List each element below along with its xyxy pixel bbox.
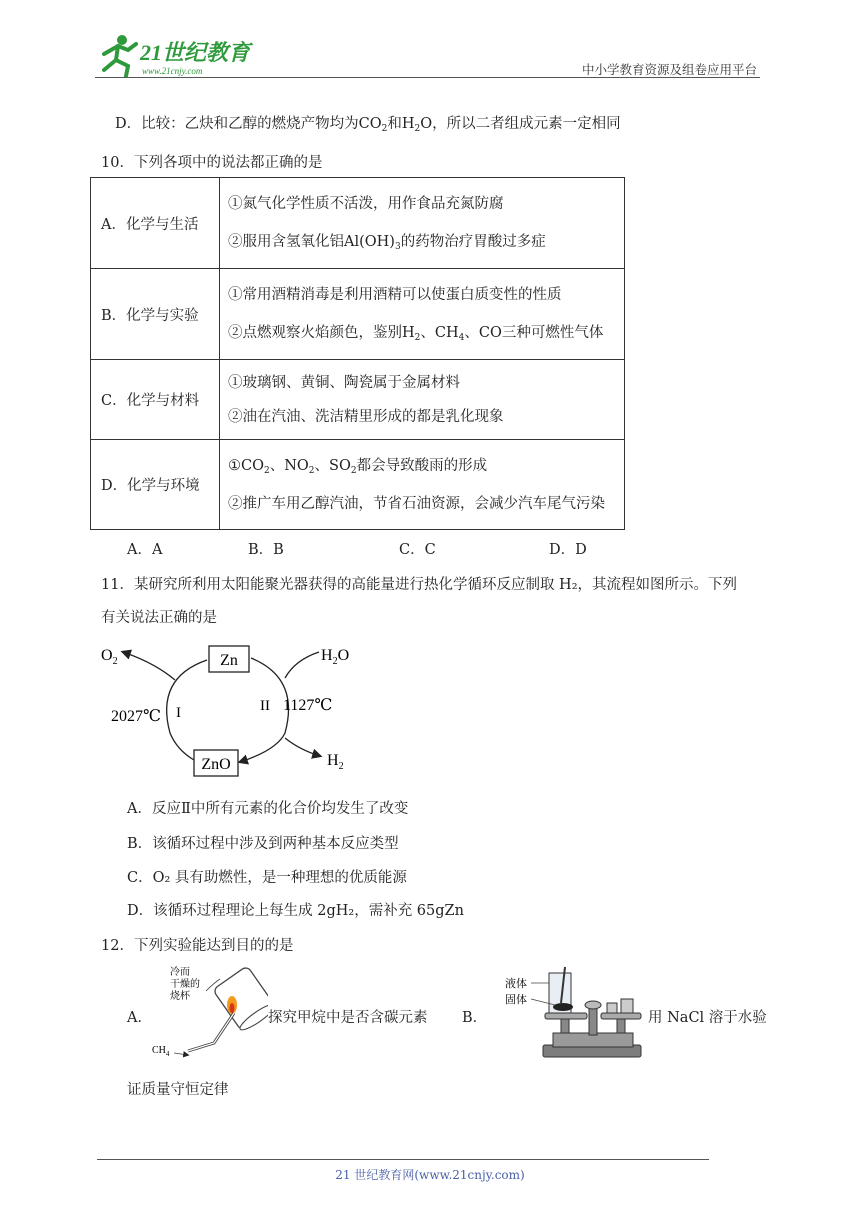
q12-b-balance-figure	[505, 963, 647, 1059]
q10-row-b-category: B．化学与实验	[91, 269, 220, 360]
svg-text:冷而: 冷而	[170, 967, 190, 978]
footer-divider	[97, 1159, 709, 1160]
q11-option-d: D．该循环过程理论上每生成 2gH₂，需补充 65gZn	[127, 903, 464, 919]
q12-option-a-label: A．	[127, 1010, 152, 1026]
q12-option-b-label: B．	[462, 1010, 488, 1026]
q10-row-d-statement-2: ②推广车用乙醇汽油，节省石油资源，会减少汽车尾气污染	[228, 495, 605, 512]
q10-table	[90, 177, 625, 530]
q10-option-d: D．D	[549, 542, 587, 558]
q10-row-b-statement-1: ①常用酒精消毒是利用酒精可以使蛋白质变性的性质	[228, 287, 562, 303]
q10-row-d-category: D．化学与环境	[91, 440, 220, 530]
q11-option-a: A．反应Ⅱ中所有元素的化合价均发生了改变	[127, 801, 409, 817]
o2-label: $O_2$	[101, 647, 118, 667]
temp-left-label: 2027℃	[111, 708, 161, 725]
q10-row-a-category: A．化学与生活	[91, 178, 220, 269]
runner-icon	[104, 35, 136, 76]
q10-stem: 10．下列各项中的说法都正确的是	[101, 155, 323, 171]
q10-row-c-statement-2: ②油在汽油、洗洁精里形成的都是乳化现象	[228, 408, 504, 425]
zno-label: ZnO	[201, 756, 231, 773]
svg-text:液体: 液体	[505, 978, 527, 990]
roman-i-label: I	[176, 705, 181, 721]
q12-a-beaker-figure	[148, 963, 268, 1061]
beaker-icon	[213, 966, 268, 1034]
q10-row-d-statement-1: $①CO_2$、$NO_2$、$SO_2$都会导致酸雨的形成	[228, 457, 488, 476]
svg-text:烧杯: 烧杯	[170, 991, 190, 1002]
q10-row-c-category: C．化学与材料	[91, 360, 220, 440]
table-row	[91, 360, 625, 440]
table-row	[91, 269, 625, 360]
q10-row-a-statement-2: ②服用含氢氧化铝$Al(OH)_3$的药物治疗胃酸过多症	[228, 234, 546, 252]
roman-ii-label: II	[260, 698, 270, 714]
o2-arrow	[123, 652, 175, 680]
h2-arrow	[285, 738, 320, 756]
header-platform-text: 中小学教育资源及组卷应用平台	[581, 62, 757, 77]
table-row	[91, 178, 625, 269]
ch4-label: $CH_4$	[152, 1045, 170, 1058]
q9-option-d: D．比较：乙炔和乙醇的燃烧产物均为$CO_2$和$H_2O$，所以二者组成元素一定相同	[115, 116, 621, 134]
q11-stem-line-1: 11．某研究所利用太阳能聚光器获得的高能量进行热化学循环反应制取 H₂，其流程如图所示。下列	[101, 577, 738, 593]
logo-url: www.21cnjy.com	[142, 66, 203, 76]
logo-text: 21世纪教育	[140, 40, 251, 65]
header-divider	[95, 77, 760, 78]
h2o-label: $H_2O$	[321, 647, 350, 667]
q12-option-a-text: 探究甲烷中是否含碳元素	[268, 1010, 428, 1026]
balance-scale-icon	[543, 967, 641, 1057]
q12-option-b-text-cont: 证质量守恒定律	[127, 1082, 229, 1098]
q12-stem: 12．下列实验能达到目的的是	[101, 938, 294, 954]
svg-text:固体: 固体	[505, 994, 527, 1006]
q10-option-a: A．A	[127, 542, 163, 558]
q10-row-b-statement-2: ②点燃观察火焰颜色，鉴别$H_2$、$CH_4$、CO三种可燃性气体	[228, 325, 604, 343]
q11-stem-line-2: 有关说法正确的是	[101, 610, 217, 626]
q11-option-c: C．O₂ 具有助燃性，是一种理想的优质能源	[127, 870, 407, 886]
left-arc	[167, 660, 207, 760]
flame-icon	[227, 996, 237, 1014]
temp-right-label: 1127℃	[283, 697, 333, 714]
h2o-input-line	[285, 652, 319, 678]
q10-option-b: B．B	[248, 542, 284, 558]
q12-option-b-text: 用 NaCl 溶于水验	[648, 1010, 767, 1026]
svg-text:干燥的: 干燥的	[170, 979, 200, 990]
zn-label: Zn	[220, 652, 238, 669]
q10-option-c: C．C	[399, 542, 436, 558]
q10-row-c-statement-1: ①玻璃钢、黄铜、陶瓷属于金属材料	[228, 374, 460, 391]
q10-row-a-statement-1: ①氮气化学性质不活泼，用作食品充氮防腐	[228, 196, 504, 212]
site-logo	[96, 30, 256, 78]
h2-label: $H_2$	[327, 752, 344, 772]
table-row	[91, 440, 625, 530]
footer-text: 21 世纪教育网(www.21cnjy.com)	[335, 1168, 525, 1182]
q11-cycle-diagram	[95, 638, 365, 780]
q11-option-b: B．该循环过程中涉及到两种基本反应类型	[127, 836, 399, 852]
